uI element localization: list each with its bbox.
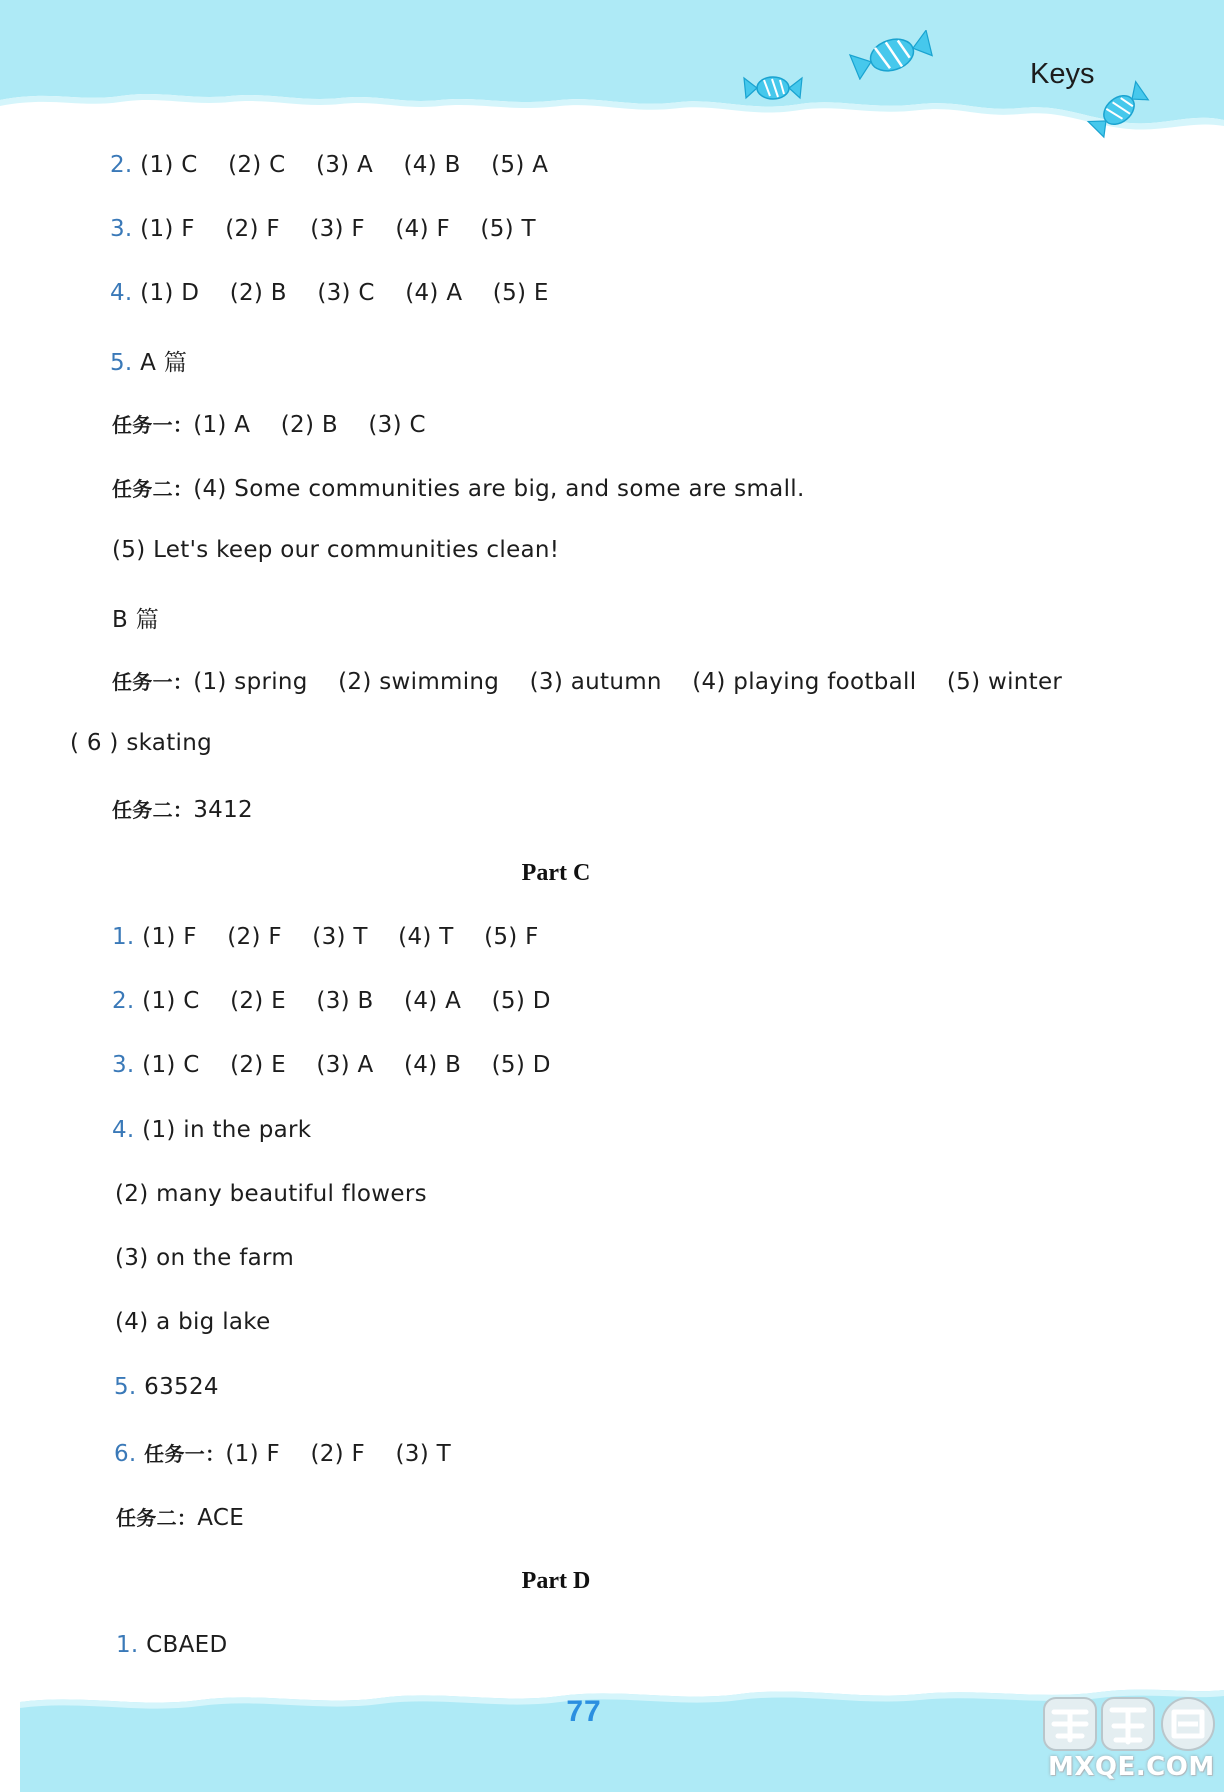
answer-line: 任务二：(4) Some communities are big, and some are small.: [112, 476, 805, 502]
answer-line: (2) many beautiful flowers: [115, 1181, 427, 1207]
answer-line: 4. (1) D (2) B (3) C (4) A (5) E: [110, 280, 549, 306]
answer-line: 5. A 篇: [110, 350, 188, 376]
answer-line: 2. (1) C (2) C (3) A (4) B (5) A: [110, 152, 549, 178]
header-title: Keys: [1030, 58, 1095, 90]
candy-icon: [1085, 80, 1153, 140]
answer-line: 任务二：3412: [112, 797, 253, 823]
page-number: 77: [566, 1695, 602, 1728]
answer-line: (5) Let's keep our communities clean!: [112, 537, 560, 563]
answer-line: 任务一：(1) spring (2) swimming (3) autumn (4) playing football (5) winter: [112, 669, 1063, 695]
answer-line: 1. (1) F (2) F (3) T (4) T (5) F: [112, 924, 539, 950]
section-heading: Part C: [521, 860, 591, 886]
answer-line: 任务二：ACE: [116, 1505, 245, 1531]
answer-line: 1. CBAED: [116, 1632, 228, 1658]
answer-line: (4) a big lake: [115, 1309, 271, 1335]
watermark-domain: MXQE.COM: [1048, 1752, 1215, 1782]
answer-line: 5. 63524: [114, 1374, 219, 1400]
candy-icon: [848, 30, 936, 80]
answer-line: 6. 任务一：(1) F (2) F (3) T: [114, 1441, 451, 1467]
answer-line: 3. (1) C (2) E (3) A (4) B (5) D: [112, 1052, 551, 1078]
answer-line: 任务一：(1) A (2) B (3) C: [112, 412, 426, 438]
answer-line: (3) on the farm: [115, 1245, 295, 1271]
answer-line: 3. (1) F (2) F (3) F (4) F (5) T: [110, 216, 536, 242]
answer-line: ( 6 ) skating: [70, 730, 212, 756]
answer-line: 2. (1) C (2) E (3) B (4) A (5) D: [112, 988, 551, 1014]
answer-line: 4. (1) in the park: [112, 1117, 312, 1143]
watermark-logo-icon: [1040, 1692, 1220, 1760]
answer-line: B 篇: [112, 607, 159, 633]
section-heading: Part D: [521, 1568, 591, 1594]
candy-icon: [742, 70, 804, 106]
